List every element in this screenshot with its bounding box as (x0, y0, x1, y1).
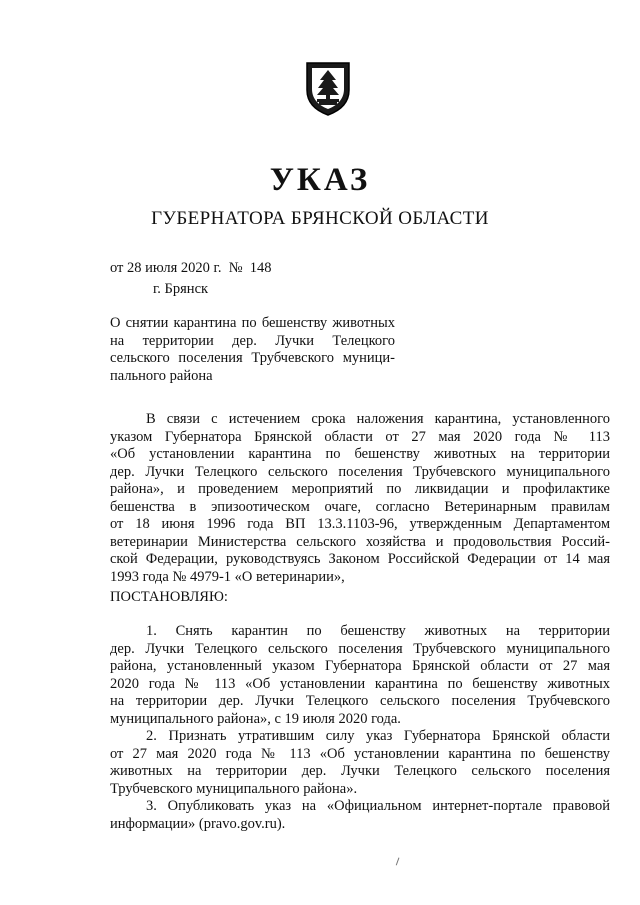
decree-items (110, 623, 610, 833)
item-line: от 27 мая 2020 года № 113 «Об установлении карантина по бешенству (110, 745, 610, 762)
subject-line: О снятии карантина по бешенству животных (110, 315, 395, 331)
document-date-number: от 28 июля 2020 г. № 148 (110, 260, 272, 276)
document-subject (110, 315, 395, 385)
item-line: 1. Снять карантин по бешенству животных на территории (146, 623, 610, 639)
document-subtitle: ГУБЕРНАТОРА БРЯНСКОЙ ОБЛАСТИ (151, 208, 489, 229)
preamble-line: «Об установлении карантина по бешенству животных на территории (110, 446, 610, 462)
preamble-line: от 18 июня 1996 года ВП 13.3.1103-96, утвержденным Департаментом (110, 516, 610, 532)
subject-line: на территории дер. Лучки Телецкого (110, 332, 395, 349)
preamble-line: бешенства в эпизоотическом очаге, согласно Ветеринарным правилам (110, 498, 610, 515)
preamble-line: дер. Лучки Телецкого сельского поселения Трубчевского муниципального (110, 463, 610, 480)
item-line: 3. Опубликовать указ на «Официальном интернет-портале правовой (146, 798, 610, 814)
document-title: УКАЗ (269, 162, 371, 198)
preamble-line: ветеринарии Министерства сельского хозяйства и продовольствия Россий- (110, 533, 610, 550)
subject-line: пального района (110, 367, 213, 384)
document-city: г. Брянск (153, 281, 209, 297)
scan-mark (396, 858, 402, 867)
subject-line: сельского поселения Трубчевского муници- (110, 350, 395, 366)
decree-item-3 (110, 798, 610, 833)
item-line: 2. Признать утратившим силу указ Губернатора Брянской области (146, 728, 610, 744)
resolve-heading: ПОСТАНОВЛЯЮ: (110, 589, 228, 605)
preamble-paragraph (110, 411, 610, 586)
preamble-line: указом Губернатора Брянской области от 27 мая 2020 года № 113 (110, 428, 610, 445)
preamble-line: В связи с истечением срока наложения карантина, установленного (146, 411, 610, 427)
item-line: муниципального района», с 19 июля 2020 года. (110, 710, 401, 727)
item-line: района, установленный указом Губернатора Брянской области от 27 мая (110, 658, 610, 674)
item-line: информации» (pravo.gov.ru). (110, 815, 286, 832)
decree-item-2 (110, 728, 610, 798)
preamble-line: 1993 года № 4979-1 «О ветеринарии», (110, 568, 345, 585)
item-line: на территории дер. Лучки Телецкого сельского поселения Трубчевского (110, 693, 610, 709)
item-line: дер. Лучки Телецкого сельского поселения Трубчевского муниципального (110, 640, 610, 657)
preamble-line: района», и проведением мероприятий по ликвидации и профилактике (110, 481, 610, 497)
coat-of-arms-icon (303, 60, 353, 116)
decree-item-1 (110, 623, 610, 728)
preamble-line: ской Федерации, руководствуясь Законом Российской Федерации от 14 мая (110, 551, 610, 567)
item-line: животных на территории дер. Лучки Телецкого сельского поселения (110, 763, 610, 779)
item-line: 2020 года № 113 «Об установлении карантина по бешенству животных (110, 675, 610, 692)
item-line: Трубчевского муниципального района». (110, 780, 358, 797)
